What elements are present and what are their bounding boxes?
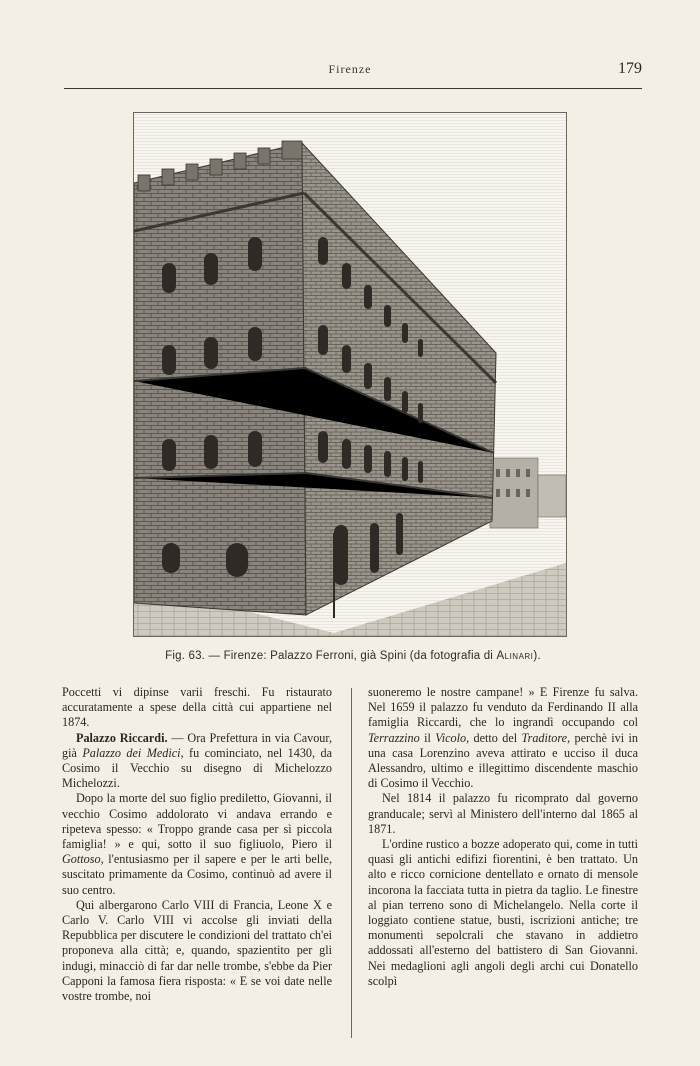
text-run: Dopo la morte del suo figlio prediletto, Giovanni, il vecchio Cosimo addolorato vi andava errando e ripeteva spesso: « Troppo grande casa per sì piccola famiglia! » e qui, sotto il suo figliuolo, Piero il [62, 791, 332, 852]
paragraph [368, 685, 638, 791]
paragraph: Nel 1814 il palazzo fu ricomprato dal governo granducale; servì al Ministero dell'interno dal 1865 al 1871. [368, 791, 638, 836]
text-run: suoneremo le nostre campane! » E Firenze fu salva. Nel 1659 il palazzo fu venduto da Ferdinando II alla famiglia Riccardi, che lo ingrandì occupando col [368, 685, 638, 730]
header-rule [64, 88, 642, 89]
figure-caption [64, 650, 642, 662]
column-divider [351, 688, 352, 1038]
paragraph [62, 791, 332, 897]
section-heading: Palazzo Riccardi. [76, 730, 168, 745]
left-column [62, 685, 332, 1004]
text-run: — Ora Prefettura in via Cavour, già [62, 730, 332, 760]
page-number: 179 [618, 60, 642, 77]
palazzo-engraving [134, 113, 566, 636]
text-run: , detto del [466, 730, 522, 745]
figure-illustration [133, 112, 567, 637]
text-run: , fu cominciato, nel 1430, da Cosimo il Vecchio su disegno di Michelozzo Michelozzi. [62, 745, 332, 791]
paragraph [62, 731, 332, 792]
text-run: , perchè ivi in una casa Lorenzino aveva attirato e ucciso il duca Alessandro, ultimo e illegittimo discendente maschio di Cosimo il Vecchio. [368, 730, 638, 791]
italic-run: Gottoso [62, 852, 101, 867]
running-title: Firenze [328, 62, 372, 76]
text-run: , l'entusiasmo per il sapere e per le arti belle, suscitato primamente da Cosimo, continuò ad avere il suo centro. [62, 852, 332, 897]
paragraph: L'ordine rustico a bozze adoperato qui, come in tutti quasi gli antichi edifizi fiorentini, è ben trattato. Un alto e ricco cornicione dentellato e ornato di mensole incorona la facciata tutta in pietra da taglio. Le finestre al pian terreno sono di Michelangelo. Nella corte il loggiato contiene statue, busti, iscrizioni antiche; tre monumenti sepolcrali che stavano in addietro addossati all'esterno del battistero di San Giovanni. Nei medaglioni agli angoli degli archi cui Donatello scolpì [368, 837, 638, 988]
italic-run: Vicolo [435, 730, 467, 745]
paragraph: Qui albergarono Carlo VIII di Francia, Leone X e Carlo V. Carlo VIII vi accolse gli inviati della Repubblica per discutere le condizioni del trattato ch'ei proponeva alla città; e, quando, spazientito per gli indugi, minacciò di far dar nelle trombe, s'ebbe da Pier Capponi la famosa fiera risposta: « E se voi date nelle vostre trombe, noi [62, 897, 332, 1004]
italic-run: Traditore [521, 730, 568, 745]
italic-run: Palazzo dei Medici [82, 745, 181, 760]
caption-credit: Alinari [496, 650, 534, 662]
text-run: il [419, 730, 436, 745]
right-column [368, 685, 638, 989]
paragraph: Poccetti vi dipinse varii freschi. Fu ristaurato accuratamente a spese della città cui appartiene nel 1874. [62, 685, 332, 730]
caption-end: ). [533, 650, 541, 662]
italic-run: Terrazzino [368, 730, 420, 745]
caption-text: Fig. 63. — Firenze: Palazzo Ferroni, già Spini (da fotografia di [165, 650, 497, 662]
